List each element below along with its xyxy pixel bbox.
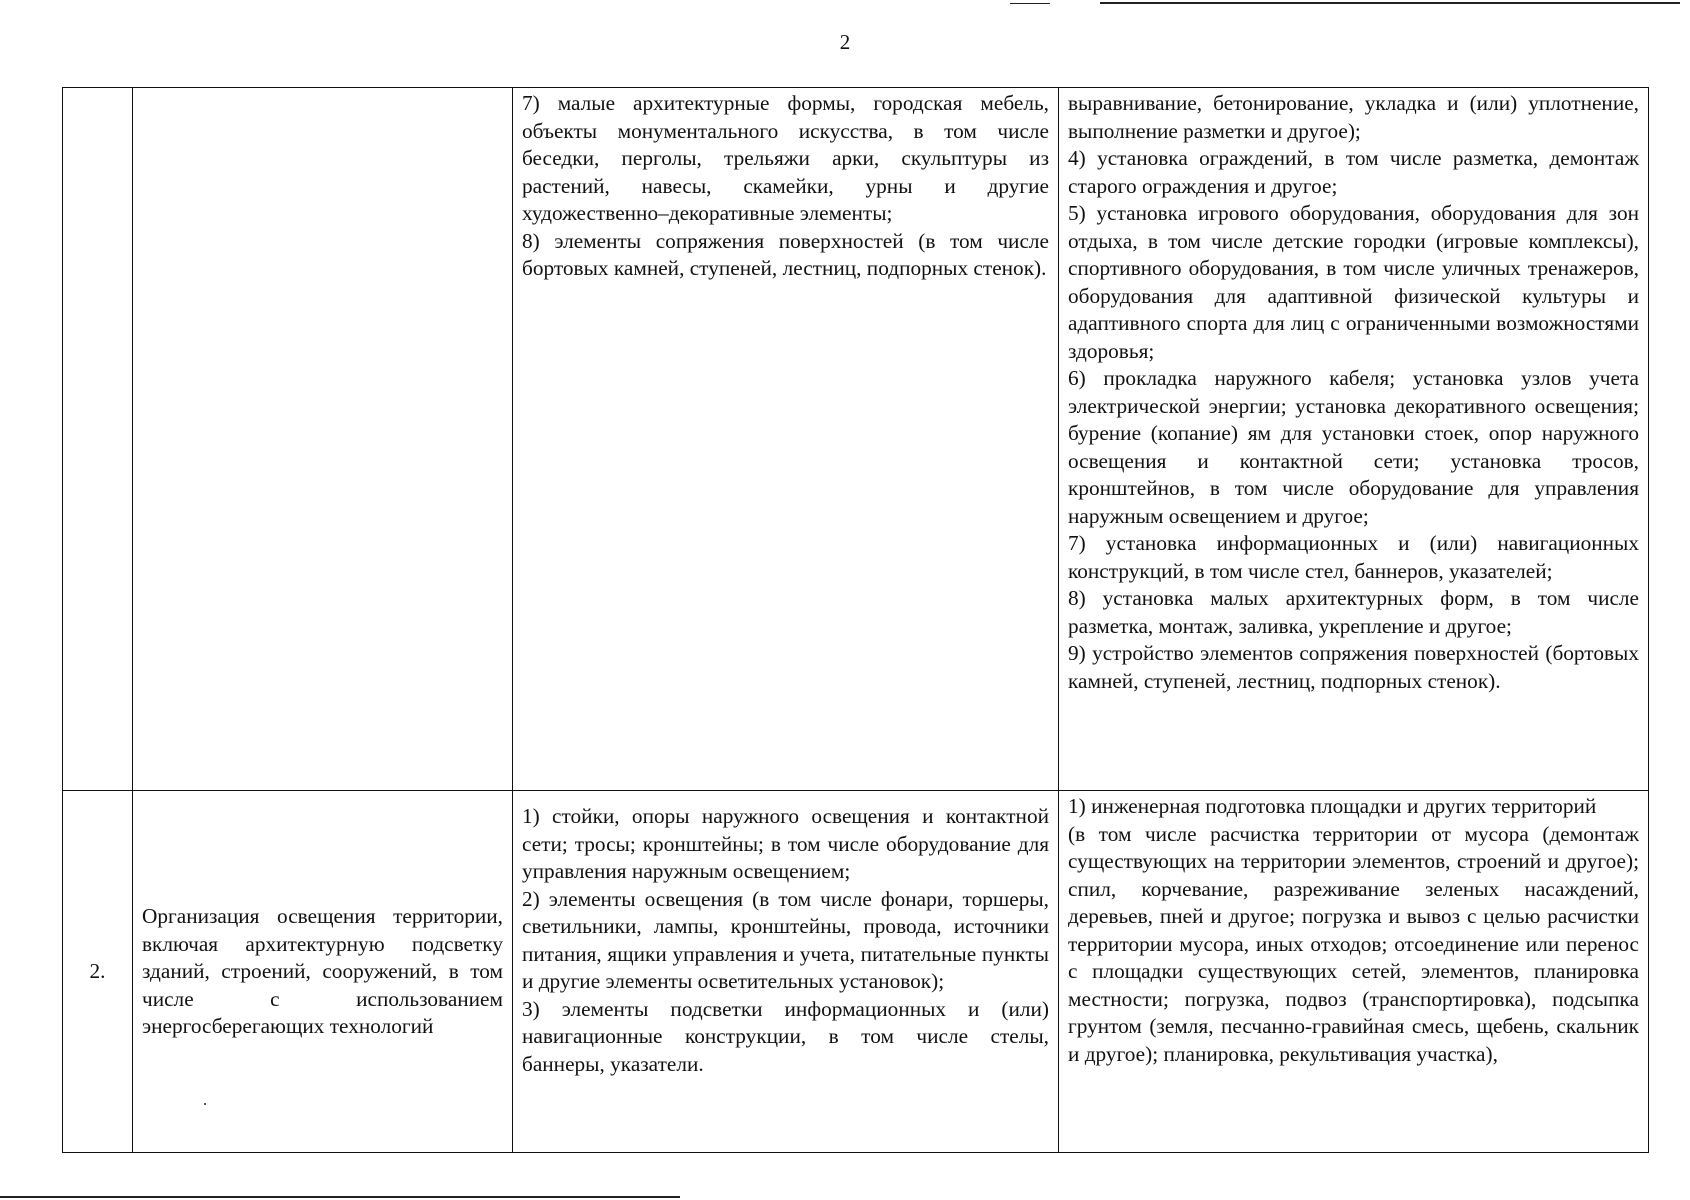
row-number-cell: 2. (63, 791, 133, 1153)
works-cell (1059, 88, 1649, 791)
table-row (63, 791, 1649, 1153)
row-title-cell: Организация освещения территории, включая архитектурную подсветку зданий, строений, сооружений, в том числе с использованием энергосберегающих технологий (133, 791, 513, 1153)
list-item: (в том числе расчистка территории от мусора (демонтаж существующих на территории элементов, строений и другое); спил, корчевание, разреживание зеленых насаждений, деревьев, пней и другое; погрузка и вывоз с целью расчистки территории мусора, иных отходов; отсоединение или перенос с площадки существующих сетей, элементов, планировка местности; погрузка, подвоз (транспортировка), подсыпка грунтом (земля, песчанно-гравийная смесь, щебень, скальник и другое); планировка, рекультивация участка), (1068, 821, 1639, 1066)
list-item: 1) стойки, опоры наружного освещения и контактной сети; тросы; кронштейны; в том числе оборудование для управления наружным освещением; (522, 804, 1049, 883)
list-item: 7) малые архитектурные формы, городская мебель, объекты монументального искусства, в том числе беседки, перголы, трельяжи арки, скульптуры из растений, навесы, скамейки, урны и другие художественно–декоративные элементы; (522, 91, 1049, 225)
list-item: 9) устройство элементов сопряжения поверхностей (бортовых камней, ступеней, лестниц, подпорных стенок). (1068, 641, 1639, 693)
list-item: 7) установка информационных и (или) навигационных конструкций, в том числе стел, баннеров, указателей; (1068, 531, 1639, 583)
scan-dot (204, 1103, 206, 1105)
list-item: 2) элементы освещения (в том числе фонари, торшеры, светильники, лампы, кронштейны, провода, источники питания, ящики управления и учета, питательные пункты и другие элементы осветительных установок); (522, 886, 1049, 993)
table-row (63, 88, 1649, 791)
list-item: 8) элементы сопряжения поверхностей (в том числе бортовых камней, ступеней, лестниц, подпорных стенок). (522, 228, 1049, 280)
page-number: 2 (839, 30, 851, 54)
list-item: 8) установка малых архитектурных форм, в том числе разметка, монтаж, заливка, укрепление и другое; (1068, 586, 1639, 638)
row-title-cell (133, 88, 513, 791)
scan-artifact-top (1010, 3, 1050, 4)
list-item: 3) элементы подсветки информационных и (или) навигационные конструкции, в том числе стелы, баннеры, указатели. (522, 996, 1049, 1076)
list-item: 1) инженерная подготовка площадки и других территорий (1068, 794, 1597, 818)
scan-artifact-top (1100, 2, 1680, 4)
elements-cell (513, 88, 1059, 791)
elements-cell (513, 791, 1059, 1153)
works-cell (1059, 791, 1649, 1153)
row-number-cell (63, 88, 133, 791)
scan-artifact-bottom (0, 1196, 680, 1198)
list-item: 6) прокладка наружного кабеля; установка узлов учета электрической энергии; установка декоративного освещения; бурение (копание) ям для установки стоек, опор наружного освещения и контактной сети; установка тросов, кронштейнов, в том числе оборудование для управления наружным освещением и другое; (1068, 366, 1639, 528)
list-item: 4) установка ограждений, в том числе разметка, демонтаж старого ограждения и другое; (1068, 146, 1639, 198)
list-item: 5) установка игрового оборудования, оборудования для зон отдыха, в том числе детские городки (игровые комплексы), спортивного оборудования, в том числе уличных тренажеров, оборудования для адаптивной физической культуры и адаптивного спорта для лиц с ограниченными возможностями здоровья; (1068, 201, 1639, 363)
list-item: выравнивание, бетонирование, укладка и (или) уплотнение, выполнение разметки и другое); (1068, 91, 1639, 143)
works-table (62, 87, 1649, 1153)
